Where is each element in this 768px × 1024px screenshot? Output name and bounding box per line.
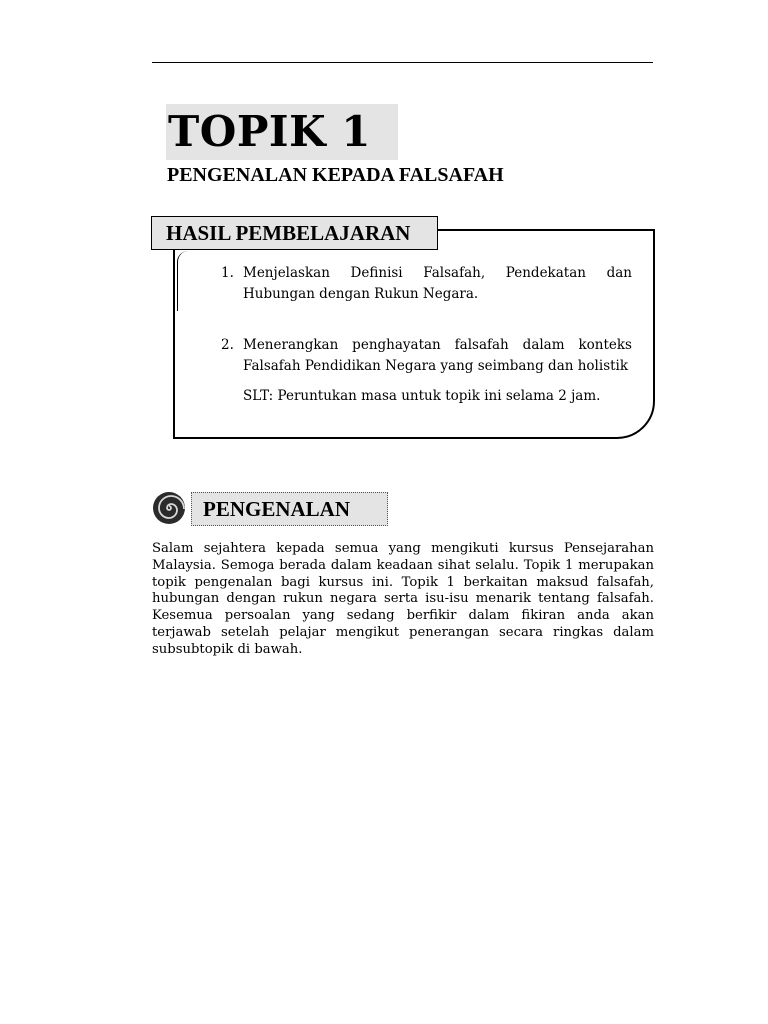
item-text: Menjelaskan Definisi Falsafah, Pendekatan dan Hubungan dengan Rukun Negara. <box>243 265 632 302</box>
introduction-header <box>191 492 388 526</box>
learning-outcomes-heading: HASIL PEMBELAJARAN <box>166 221 411 245</box>
slt-note: SLT: Peruntukan masa untuk topik ini selama 2 jam. <box>243 388 601 404</box>
introduction-paragraph: Salam sejahtera kepada semua yang mengikuti kursus Pensejarahan Malaysia. Semoga berada dalam keadaan sihat selalu. Topik 1 merupakan topik pengenalan bagi kursus ini. Topik 1 berkaitan maksud falsafah, hubungan dengan rukun negara serta isu-isu menarik tentang falsafah. Kesemua persoalan yang sedang berfikir dalam fikiran anda akan terjawab setelah pelajar mengikut penerangan secara ringkas dalam subsubtopik di bawah. <box>152 541 654 657</box>
learning-outcome-item <box>221 263 632 305</box>
introduction-heading: PENGENALAN <box>203 497 351 521</box>
learning-outcome-item <box>221 335 632 377</box>
topic-subtitle: PENGENALAN KEPADA FALSAFAH <box>167 164 504 186</box>
item-number: 1. <box>221 265 234 281</box>
item-number: 2. <box>221 337 234 353</box>
spiral-icon <box>152 491 186 525</box>
item-text: Menerangkan penghayatan falsafah dalam konteks Falsafah Pendidikan Negara yang seimbang dan holistik <box>243 337 632 374</box>
learning-outcomes-header <box>151 216 438 250</box>
topic-title: TOPIK 1 <box>168 107 371 156</box>
frame-curl-decoration <box>177 251 188 311</box>
learning-outcomes-frame <box>173 229 655 439</box>
top-rule <box>152 62 653 63</box>
